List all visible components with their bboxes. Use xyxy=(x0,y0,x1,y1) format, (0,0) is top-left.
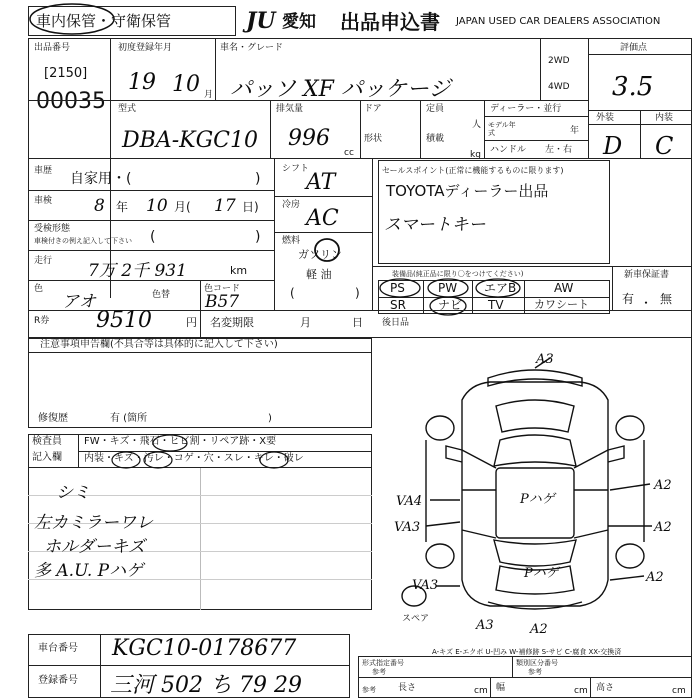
association-name: JAPAN USED CAR DEALERS ASSOCIATION xyxy=(456,16,661,27)
recycle-value: 9510 xyxy=(96,308,152,333)
sales-point-line2: スマートキー xyxy=(384,215,486,235)
door-label: ドア xyxy=(364,104,382,114)
registration-month-unit: 月 xyxy=(204,90,214,100)
note-4: 多 A.U. Pハゲ xyxy=(34,561,144,581)
inspector-label2: 記入欄 xyxy=(32,452,62,463)
equip-tv: TV xyxy=(488,298,504,312)
shape-label: 形状 xyxy=(364,134,383,144)
recycle-label: R券 xyxy=(34,316,50,326)
inspection-year: 8 xyxy=(94,196,105,216)
recycle-unit: 円 xyxy=(186,316,197,329)
fuel-gas-circle-mark xyxy=(310,236,344,264)
mileage-unit: km xyxy=(230,264,248,277)
grade-label: 評価点 xyxy=(620,43,648,53)
spec-ref-label: 参考 xyxy=(372,668,386,676)
name-change-month: 月 xyxy=(300,316,311,329)
width-unit: cm xyxy=(574,686,588,696)
length-label: 長さ xyxy=(398,683,417,693)
interior-grade: C xyxy=(655,132,674,160)
receive-sub: 車検付きの例え記入して下さい xyxy=(34,237,132,245)
inspection-day: 17 xyxy=(214,196,236,216)
drive-4wd: 4WD xyxy=(548,82,570,92)
inspector-label1: 検査員 xyxy=(32,436,62,447)
later-date-label: 後日品 xyxy=(382,318,410,328)
category-number-label: 類別区分番号 xyxy=(516,659,558,667)
damage-mark-a2-rear: A2 xyxy=(530,622,548,637)
car-name-label: 車名・グレード xyxy=(220,43,284,53)
color-code-value: B57 xyxy=(205,292,240,312)
spec-number-label: 形式指定番号 xyxy=(362,659,404,667)
registration-year: 19 xyxy=(128,70,156,95)
length-unit: cm xyxy=(474,686,488,696)
equip-airbag: エアB xyxy=(484,281,517,295)
chassis-number: KGC10-0178677 xyxy=(112,636,297,661)
receive-label: 受検形態 xyxy=(34,224,71,234)
model-code-value: DBA-KGC10 xyxy=(122,128,258,153)
equip-pw: PW xyxy=(438,281,458,295)
note-2: 左カミラーワレ xyxy=(34,513,153,533)
first-registration-label: 初度登録年月 xyxy=(118,43,173,53)
repair-history-close: ) xyxy=(268,413,272,424)
damage-mark-paint-roof: Pハゲ xyxy=(520,492,555,507)
inspection-month-unit: 月( xyxy=(174,200,191,214)
equip-aw: AW xyxy=(554,281,574,295)
dim-ref-label: 参考 xyxy=(362,686,376,694)
color-change-label: 色替 xyxy=(152,290,171,300)
storage-circle-mark xyxy=(28,2,118,36)
ac-value: AC xyxy=(306,206,339,231)
height-unit: cm xyxy=(672,686,686,696)
history-value: 自家用・( xyxy=(70,171,132,187)
fuel-gasoline: ガソリン xyxy=(298,248,342,261)
car-name-value: パッソ XF パッケージ xyxy=(230,77,451,102)
name-change-label: 名変期限 xyxy=(210,316,254,329)
inspector-exterior-row: FW・キズ・飛石・ヒビ割・リペア跡・X要 xyxy=(84,436,277,447)
interior-label: 内装 xyxy=(655,113,674,123)
spare-label: スペア xyxy=(402,614,430,624)
receive-open: ( xyxy=(150,229,156,245)
color-code-label: 色コード xyxy=(204,284,241,294)
height-label: 高さ xyxy=(596,683,615,693)
exterior-label: 外装 xyxy=(596,113,615,123)
handle-options: 左・右 xyxy=(545,145,573,155)
category-ref-label: 参考 xyxy=(528,668,542,676)
warranty-yes: 有 xyxy=(622,292,635,306)
load-label: 積載 xyxy=(426,134,445,144)
damage-mark-a3-front: A3 xyxy=(536,352,554,367)
chassis-label: 車台番号 xyxy=(38,643,78,654)
fuel-paren-open: ( xyxy=(290,286,295,300)
warranty-label: 新車保証書 xyxy=(624,270,670,280)
lot-sub-number: [2150] xyxy=(44,66,88,81)
inspector-interior-row: 内装・キズ・汚レ・コゲ・穴・スレ・キレ・破レ xyxy=(84,453,304,464)
note-1: シミ xyxy=(56,483,90,503)
ju-logo: JU xyxy=(246,8,276,34)
equip-ps: PS xyxy=(390,281,405,295)
sales-point-box xyxy=(378,160,610,264)
damage-mark-va3-rear: VA3 xyxy=(412,578,439,593)
damage-mark-paint-trunk: Pハゲ xyxy=(524,566,559,581)
fuel-label: 燃料 xyxy=(282,236,301,246)
damage-mark-a3-rear: A3 xyxy=(476,618,494,633)
lot-number-label: 出品番号 xyxy=(34,43,71,53)
form-title: 出品申込書 xyxy=(340,10,440,34)
capacity-label: 定員 xyxy=(426,104,445,114)
ac-label: 冷房 xyxy=(282,200,301,210)
equip-circle-marks xyxy=(378,276,610,318)
model-year-unit: 年 xyxy=(570,126,580,136)
damage-mark-va3: VA3 xyxy=(394,520,421,535)
inspection-day-unit: 日) xyxy=(242,200,259,214)
exterior-grade: D xyxy=(603,132,623,160)
model-year-label: モデル年式 xyxy=(488,121,516,137)
width-label: 幅 xyxy=(496,683,506,693)
repair-history-label: 修復歴 xyxy=(38,413,68,424)
displacement-unit: cc xyxy=(344,148,354,158)
org-name: 愛知 xyxy=(282,12,316,32)
name-change-day: 日 xyxy=(352,316,363,329)
fuel-paren-close: ) xyxy=(355,286,360,300)
repair-history-value: 有 (箇所 xyxy=(110,413,148,424)
fuel-diesel: 軽 油 xyxy=(306,268,332,281)
mileage-value: 7万 2千 931 xyxy=(88,261,187,281)
displacement-value: 996 xyxy=(288,126,330,151)
equipment-grid xyxy=(378,280,610,314)
load-unit: kg xyxy=(470,150,481,160)
damage-legend: A-キズ E-エクボ U-凹み W-補修跡 S-サビ C-腐食 XX-交換済 xyxy=(432,648,622,656)
mileage-label: 走行 xyxy=(34,256,53,266)
equip-sr: SR xyxy=(390,298,406,312)
lot-number: 00035 xyxy=(36,89,106,114)
shift-label: シフト xyxy=(282,164,310,174)
note-3: ホルダーキズ xyxy=(44,537,145,557)
sales-point-label: セールスポイント(正常に機能するものに限ります) xyxy=(382,166,564,175)
history-close: ) xyxy=(255,171,261,187)
damage-mark-va4: VA4 xyxy=(396,494,423,509)
inspector-circle-marks xyxy=(78,434,372,468)
damage-mark-a2-rear-right: A2 xyxy=(646,570,664,585)
inspection-month: 10 xyxy=(146,196,168,216)
color-label: 色 xyxy=(34,284,44,294)
equip-navi: ナビ xyxy=(438,298,463,312)
storage-label: 車内保管・守衛保管 xyxy=(36,12,172,30)
receive-close: ) xyxy=(255,229,261,245)
damage-mark-a2-right2: A2 xyxy=(654,520,672,535)
handle-label: ハンドル xyxy=(490,145,527,155)
inspection-year-unit: 年 xyxy=(116,200,129,214)
color-value: アオ xyxy=(62,292,96,312)
warranty-no: 無 xyxy=(660,292,673,306)
equipment-label: 装備品(純正品に限り〇をつけてください) xyxy=(392,270,524,278)
displacement-label: 排気量 xyxy=(276,104,304,114)
plate-number: 三河 502 ち 79 29 xyxy=(110,673,302,698)
grade-value: 3.5 xyxy=(612,72,654,102)
history-label: 車歴 xyxy=(34,166,53,176)
dealer-parallel: ディーラー・並行 xyxy=(490,104,562,114)
model-code-label: 型式 xyxy=(118,104,137,114)
notes-label: 注意事項申告欄(不具合等は具体的に記入して下さい) xyxy=(40,339,278,350)
sales-point-line1: TOYOTAディーラー出品 xyxy=(386,182,549,200)
registration-month: 10 xyxy=(172,72,200,97)
capacity-unit: 人 xyxy=(472,120,482,130)
equip-leather: カワシート xyxy=(534,298,589,311)
damage-mark-a2-right: A2 xyxy=(654,478,672,493)
plate-label: 登録番号 xyxy=(38,675,78,686)
drive-2wd: 2WD xyxy=(548,56,570,66)
shift-value: AT xyxy=(306,170,336,195)
inspection-label: 車検 xyxy=(34,196,53,206)
